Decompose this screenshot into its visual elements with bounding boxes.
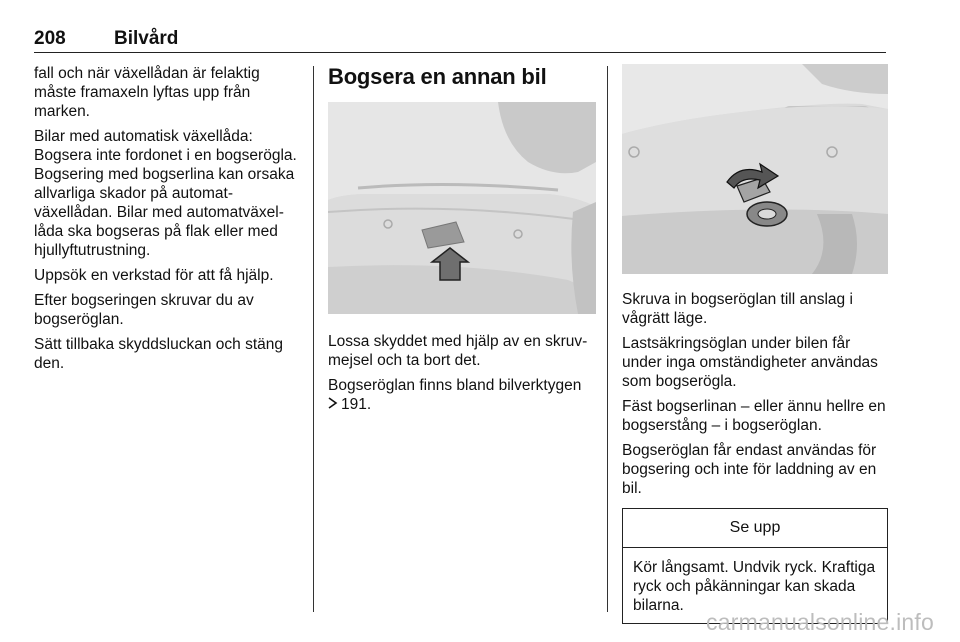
watermark: carmanualsonline.info [706, 609, 934, 635]
column-divider [607, 66, 608, 612]
paragraph: Fäst bogserlinan – eller ännu hellre en bogserstång – i bogseröglan. [622, 398, 886, 434]
page-number: 208 [34, 28, 66, 49]
bumper-cover-illustration [328, 102, 596, 314]
caution-box [622, 508, 888, 624]
page-header [34, 26, 886, 53]
column-right [622, 64, 888, 624]
tow-eye-illustration [622, 64, 888, 274]
page-reference-icon [328, 395, 338, 414]
page-reference[interactable]: 191. [341, 396, 372, 413]
paragraph: Skruva in bogseröglan till anslag i vågrätt läge. [622, 291, 853, 327]
chapter-title: Bilvård [114, 28, 179, 49]
paragraph-text: Bogseröglan finns bland bilverktygen [328, 377, 582, 394]
paragraph: Bogseröglan får endast användas för bogsering och inte för laddning av en bil. [622, 442, 877, 497]
paragraph: Uppsök en verkstad för att få hjälp. [34, 267, 274, 284]
paragraph: fall och när växellådan är felaktig måste framaxeln lyftas upp från marken. [34, 65, 260, 120]
paragraph: Lastsäkringsöglan under bilen får under inga omständigheter användas som bogserögla. [622, 335, 878, 390]
paragraph: Bilar med automatisk växellåda: Bogsera inte fordonet i en bogserögla. Bogsering med bogserlina kan orsaka allvarliga skador på automatväxellådan. Bilar med automatväxellåda ska bogseras på flak eller med hjullyftutrustning. [34, 128, 297, 259]
section-heading: Bogsera en annan bil [328, 64, 547, 89]
caution-title: Se upp [623, 509, 887, 548]
paragraph: Lossa skyddet med hjälp av en skruvmejsel och ta bort det. [328, 333, 588, 369]
column-left [34, 64, 302, 379]
caution-text: Kör långsamt. Undvik ryck. Kraftiga ryck och påkänningar kan skada bilarna. [633, 559, 876, 614]
column-middle [328, 64, 596, 420]
paragraph: Efter bogseringen skruvar du av bogseröglan. [34, 292, 254, 328]
column-divider [313, 66, 314, 612]
paragraph [328, 376, 596, 414]
paragraph: Sätt tillbaka skyddsluckan och stäng den. [34, 336, 283, 372]
